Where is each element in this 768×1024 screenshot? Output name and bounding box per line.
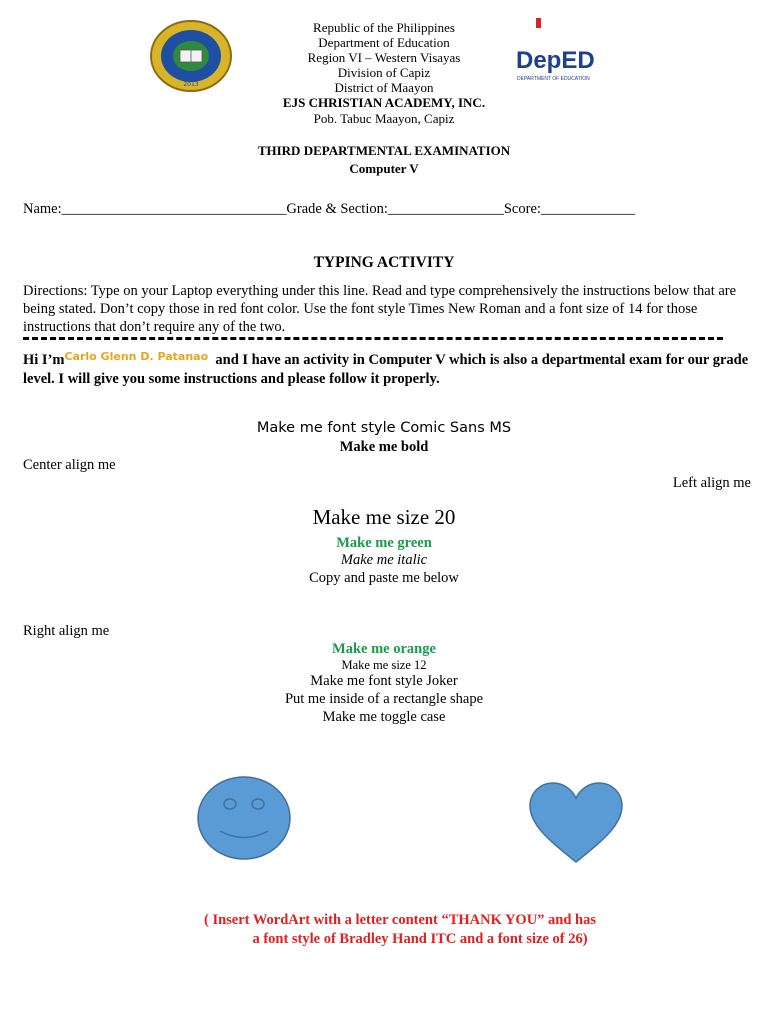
instruction-bold: Make me bold	[339, 439, 429, 455]
seal-year: 2013	[183, 81, 199, 88]
header-line-1: Republic of the Philippines	[313, 20, 455, 35]
instruction-comic: Make me font style Comic Sans MS	[256, 420, 512, 436]
instruction-center: Center align me	[23, 457, 116, 473]
gov-header	[0, 20, 768, 95]
school-name: EJS CHRISTIAN ACADEMY, INC.	[282, 95, 486, 110]
student-info-line: Name:_______________________________Grade & Section:________________Score:_____________	[23, 201, 636, 217]
instruction-size20: Make me size 20	[312, 505, 456, 529]
deped-word: DepED	[516, 47, 595, 74]
instruction-joker: Make me font style Joker	[310, 673, 458, 689]
header-line-5: District of Maayon	[334, 80, 434, 95]
exam-subject: Computer V	[349, 161, 419, 176]
instruction-rect: Put me inside of a rectangle shape	[284, 691, 484, 707]
directions: Directions: Type on your Laptop everything under this line. Read and type comprehensively the instructions below that are being stated. Don’t copy those in red font color. Use the font style Times New Roman and a font size of 14 for those instructions that don’t require any of the two.	[23, 283, 737, 335]
wordart-note	[180, 911, 660, 949]
instruction-orange: Make me orange	[332, 641, 436, 657]
intro-text: and I have an activity in Computer V which is also a departmental exam for our grade level. I will give you some instructions and please follow it properly.	[23, 352, 749, 387]
student-name: Carlo Glenn D. Patanao	[64, 350, 209, 363]
wordart-note-line-2: a font style of Bradley Hand ITC and a font size of 26)	[252, 931, 588, 947]
intro-prefix: Hi I’m	[23, 352, 65, 368]
wordart-note-line-1: ( Insert WordArt with a letter content “THANK YOU” and has	[203, 912, 597, 928]
divider-line	[23, 337, 723, 340]
instruction-copy: Copy and paste me below	[309, 570, 459, 586]
instruction-right: Right align me	[23, 623, 110, 639]
exam-title: THIRD DEPARTMENTAL EXAMINATION	[257, 143, 511, 158]
header-line-4: Division of Capiz	[337, 65, 431, 80]
header-line-2: Department of Education	[318, 35, 450, 50]
heart-shape	[528, 782, 624, 864]
instruction-size12: Make me size 12	[341, 658, 427, 672]
school-address: Pob. Tabuc Maayon, Capiz	[313, 111, 455, 126]
instruction-left: Left align me	[672, 475, 751, 491]
instruction-green: Make me green	[336, 535, 432, 551]
activity-title: TYPING ACTIVITY	[313, 254, 455, 271]
smiley-face-shape	[196, 776, 292, 860]
instruction-toggle: Make me toggle case	[322, 709, 446, 725]
intro-paragraph	[23, 351, 753, 388]
instruction-italic: Make me italic	[340, 552, 428, 568]
deped-subtitle: DEPARTMENT OF EDUCATION	[517, 76, 590, 82]
header-line-3: Region VI – Western Visayas	[307, 50, 461, 65]
